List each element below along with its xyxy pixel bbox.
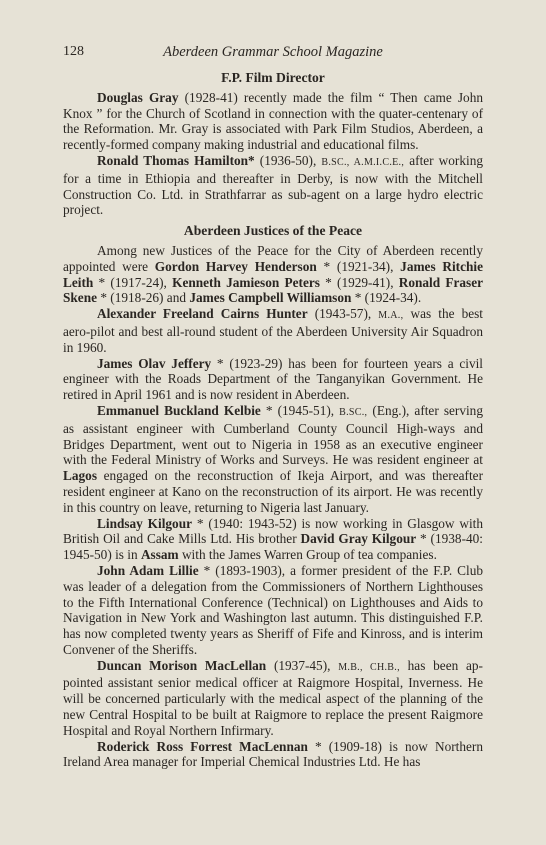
- paragraph-text: * (1945-51),: [260, 402, 340, 418]
- paragraph-text: was the best aero-pilot and best all-round student of the Aberdeen University Air Squadron in 1960.: [63, 306, 483, 355]
- degree: M.A.,: [378, 310, 404, 322]
- person-name: Lindsay Kilgour: [97, 515, 192, 531]
- paragraph-text: * (1893-1903), a former president of the F.P. Club was leader of a delegation from the Commissioners of Northern Lighthouses to the Fifth International Conference (Technical) on Lighthouses and Aids to Navigation in New York and Washington last autumn. This distinguished F.P. has now completed twenty years as Sheriff of Fife and Kinross, and is interim Convener of the Sheriffs.: [63, 562, 483, 657]
- paragraph-text: (1943-57),: [307, 306, 379, 322]
- paragraph-text: (1937-45),: [266, 657, 339, 673]
- paragraph-text: has been ap-pointed assistant senior medical officer at Raigmore Hospital, Inverness. He will be concerned particularly with the medical aspect of the planning of the new Central Hospital to be built at Raigmore to replace the present Raigmore Hospital and Royal Northern Infirmary.: [63, 657, 483, 738]
- person-name: Alexander Freeland Cairns Hunter: [97, 306, 308, 322]
- page-header: [63, 44, 483, 64]
- paragraph-text: * (1938-40: 1945-50) is in: [63, 531, 483, 563]
- person-name: Douglas Gray: [97, 89, 179, 105]
- person-name: Ronald Fraser Skene: [63, 274, 484, 306]
- paragraph-text: * (1924-34).: [351, 290, 422, 306]
- paragraph-text: * (1921-34),: [316, 258, 401, 274]
- place-name: Assam: [140, 547, 179, 563]
- paragraph-text: after working for a time in Ethiopia and thereafter in Derby, is now with the Mitchell Construction Co. Ltd. in Strathfarrar as sub-agent on a large hydro electric project.: [63, 152, 484, 218]
- paragraph-lillie: [63, 563, 483, 658]
- paragraph-douglas-gray: [63, 90, 483, 153]
- degree: M.B., CH.B.,: [338, 661, 400, 673]
- person-name: James Ritchie Leith: [63, 258, 483, 290]
- page-number: 128: [63, 44, 84, 59]
- running-title: Aberdeen Grammar School Magazine: [163, 44, 383, 60]
- person-name: John Adam Lillie: [97, 562, 199, 578]
- paragraph-maclellan: [63, 658, 483, 739]
- article-body: [63, 70, 483, 770]
- person-name: David Gray Kilgour: [300, 531, 417, 547]
- person-name: Duncan Morison MacLellan: [97, 657, 267, 673]
- section-title-film-director: F.P. Film Director: [221, 70, 325, 85]
- person-name: Kenneth Jamieson Peters: [172, 274, 320, 290]
- section-title-justices: Aberdeen Justices of the Peace: [183, 223, 363, 239]
- paragraph-kilgour: [63, 516, 483, 563]
- paragraph-text: with the James Warren Group of tea companies.: [178, 547, 437, 563]
- paragraph-justices-list: [63, 243, 483, 306]
- paragraph-text: Among new Justices of the Peace for the City of Aberdeen recently appointed were: [63, 242, 483, 274]
- paragraph-text: * (1918-26) and: [97, 290, 190, 306]
- paragraph-text: * (1917-24),: [93, 274, 173, 290]
- paragraph-text: * (1923-29) has been for fourteen years a civil engineer with the Roads Department of the Tanganyikan Government. He retired in April 1961 and is now resident in Aberdeen.: [63, 355, 483, 403]
- place-name: Lagos: [63, 468, 97, 484]
- paragraph-kelbie: [63, 403, 483, 516]
- paragraph-text: * (1909-18) is now Northern Ireland Area manager for Imperial Chemical Industries Ltd. He has: [63, 738, 483, 770]
- paragraph-text: * (1940: 1943-52) is now working in Glasgow with British Oil and Cake Mills Ltd. His brother: [63, 515, 483, 547]
- person-name: Gordon Harvey Henderson: [154, 258, 317, 274]
- paragraph-maclennan: [63, 739, 483, 771]
- paragraph-jeffery: [63, 356, 483, 403]
- paragraph-text: (1928-41) recently made the film “ Then came John Knox ” for the Church of Scotland in connection with the quater-centenary of the Reformation. Mr. Gray is associated with Park Film Studios, Aberdeen, a recently-formed company making industrial and educational films.: [63, 89, 483, 153]
- person-name: James Olav Jeffery: [97, 355, 212, 371]
- paragraph-text: * (1929-41),: [319, 274, 399, 290]
- person-name: Ronald Thomas Hamilton*: [97, 152, 255, 168]
- paragraph-text: (Eng.), after serving as assistant engineer with Cumberland County Council High-ways and Bridges Department, went out to Nigeria in 1958 as an executive engineer with the Federal Ministry of Works and Surveys. He was resident engineer at: [63, 402, 483, 468]
- degree: B.SC.,: [339, 406, 368, 418]
- degree: B.SC., A.M.I.C.E.,: [321, 156, 405, 168]
- person-name: Roderick Ross Forrest MacLennan: [97, 738, 308, 754]
- paragraph-text: (1936-50),: [254, 152, 322, 168]
- paragraph-text: engaged on the reconstruction of Ikeja Airport, and was thereafter resident engineer at Kano on the reconstruction of its airport. He was recently in this country on leave, returning to Nigeria last January.: [63, 468, 483, 515]
- person-name: Emmanuel Buckland Kelbie: [97, 402, 261, 418]
- paragraph-hunter: [63, 306, 483, 355]
- paragraph-ronald-hamilton: [63, 153, 483, 218]
- person-name: James Campbell Williamson: [189, 290, 352, 306]
